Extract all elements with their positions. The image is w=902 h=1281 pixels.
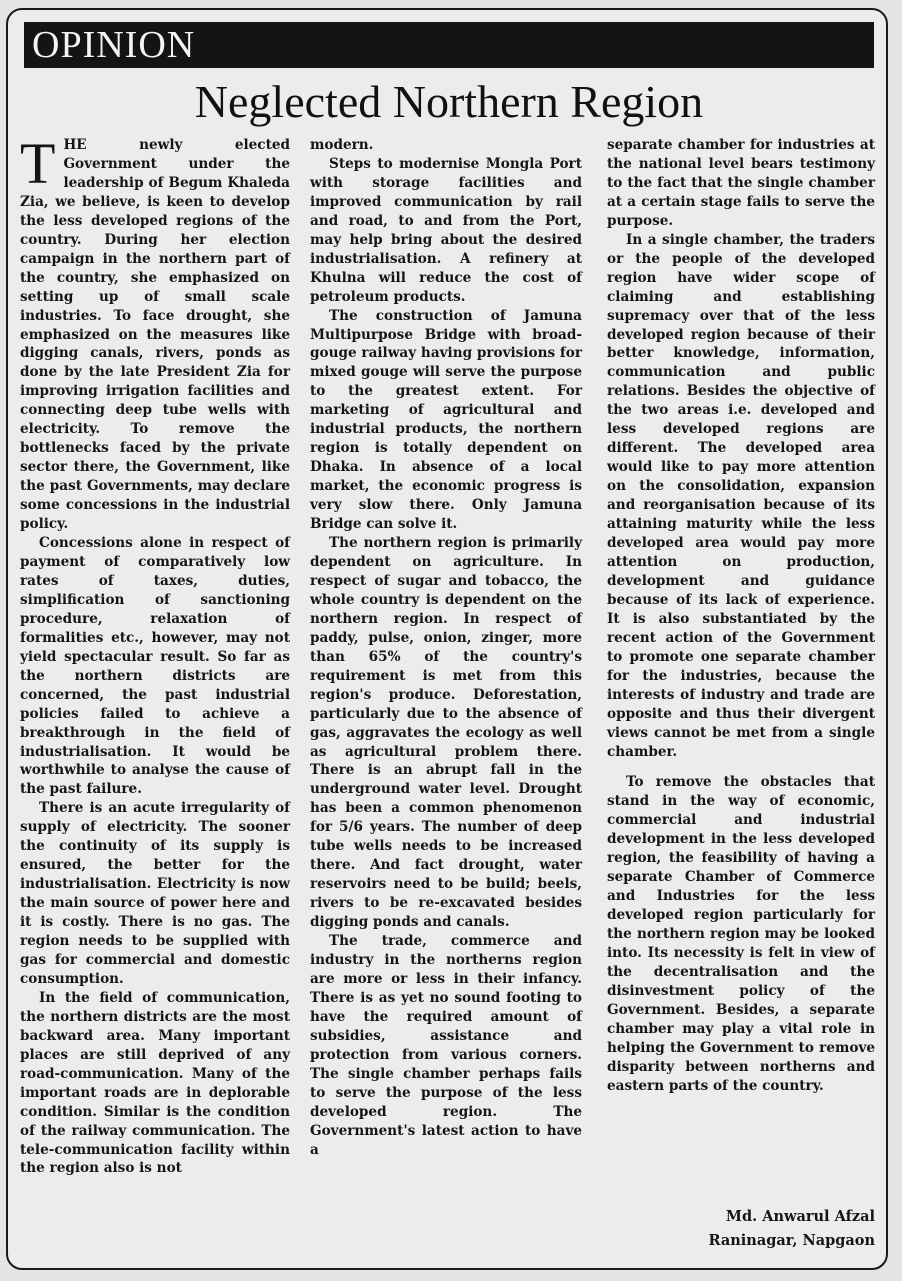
paragraph: The northern region is primarily dependent on agriculture. In respect of sugar and tobacco, the whole country is dependent on the northern region. In respect of paddy, pulse, onion, zinger, more than 65% of the country's requirement is met from this region's produce. Deforestation, particularly due to the absence of gas, aggravates the ecology as well as agricultural problem there. There is an abrupt fall in the underground water level. Drought has been a common phenomenon for 5/6 years. The number of deep tube wells needs to be increased there. And fact drought, water reservoirs need to be build; beels, rivers to be re-excavated besides digging ponds and canals.: [310, 535, 582, 931]
paragraph: THE newly elected Government under the leadership of Begum Khaleda Zia, we believe, is keen to develop the less developed regions of the country. During her election campaign in the northern part of the country, she emphasized on setting up of small scale industries. To face drought, she emphasized on the measures like digging canals, rivers, ponds as done by the late President Zia for improving irrigation facilities and connecting deep tube wells with electricity. To remove the bottlenecks faced by the private sector there, the Government, like the past Governments, may declare some concessions in the industrial policy.: [20, 131, 290, 533]
author-location: Raninagar, Napgaon: [708, 1232, 875, 1249]
paragraph: To remove the obstacles that stand in the way of economic, commercial and industrial development in the less developed region, the feasibility of having a separate Chamber of Commerce and Industries for the less developed region particularly for the northern region may be looked into. Its necessity is felt in view of the decentralisation and the disinvestment policy of the Government. Besides, a separate chamber may play a vital role in helping the Government to remove disparity between northerns and eastern parts of the country.: [607, 774, 875, 1094]
paragraph: Concessions alone in respect of payment of comparatively low rates of taxes, duties, simplification of sanctioning procedure, relaxation of formalities etc., however, may not yield spectacular result. So far as the northern districts are concerned, the past industrial policies failed to achieve a breakthrough in the field of industrialisation. It would be worthwhile to analyse the cause of the past failure.: [20, 535, 290, 798]
paragraph: separate chamber for industries at the national level bears testimony to the fact that the single chamber at a certain stage fails to serve the purpose.: [607, 137, 875, 229]
author-name: Md. Anwarul Afzal: [725, 1208, 875, 1225]
section-banner: [24, 22, 874, 68]
paragraph: In a single chamber, the traders or the people of the developed region have wider scope of claiming and establishing supremacy over that of the less developed region because of their better knowledge, information, communication and public relations. Besides the objective of the two areas i.e. developed and less developed regions are different. The developed area would like to pay more attention on the consolidation, expansion and reorganisation because of its attaining maturity while the less developed area would pay more attention on production, development and guidance because of its lack of experience. It is also substantiated by the recent action of the Government to promote one separate chamber for the industries, because the interests of industry and trade are opposite and thus their divergent views cannot be met from a single chamber.: [607, 231, 875, 760]
section-label: OPINION: [32, 24, 196, 66]
paragraph: Steps to modernise Mongla Port with storage facilities and improved communication by rail and road, to and from the Port, may help bring about the desired industrialisation. A refinery at Khulna will reduce the cost of petroleum products.: [310, 155, 582, 305]
article-column-1: [20, 131, 290, 1178]
paragraph-gap: [607, 761, 875, 773]
article-column-2: [310, 136, 582, 1159]
article-column-3: [607, 136, 875, 1096]
paragraph: There is an acute irregularity of supply of electricity. The sooner the continuity of its supply is ensured, the better for the industrialisation. Electricity is now the main source of power here and it is costly. There is no gas. The region needs to be supplied with gas for commercial and domestic consumption.: [20, 800, 290, 987]
paragraph: The trade, commerce and industry in the northerns region are more or less in their infancy. There is as yet no sound footing to have the required amount of subsidies, assistance and protection from various corners. The single chamber perhaps fails to serve the purpose of the less developed region. The Government's latest action to have a: [310, 933, 582, 1158]
paragraph: In the field of communication, the northern districts are the most backward area. Many important places are still deprived of any road-communication. Many of the important roads are in deplorable condition. Similar is the condition of the railway communication. The tele-communication facility within the region also is not: [20, 989, 290, 1177]
article-headline: Neglected Northern Region: [194, 76, 704, 127]
paragraph: The construction of Jamuna Multipurpose Bridge with broad-gouge railway having provisions for mixed gouge will serve the purpose to the greatest extent. For marketing of agricultural and industrial products, the northern region is totally dependent on Dhaka. In absence of a local market, the economic progress is very slow there. Only Jamuna Bridge can solve it.: [310, 307, 582, 533]
drop-cap: T: [20, 131, 56, 196]
paragraph: modern.: [310, 137, 374, 153]
